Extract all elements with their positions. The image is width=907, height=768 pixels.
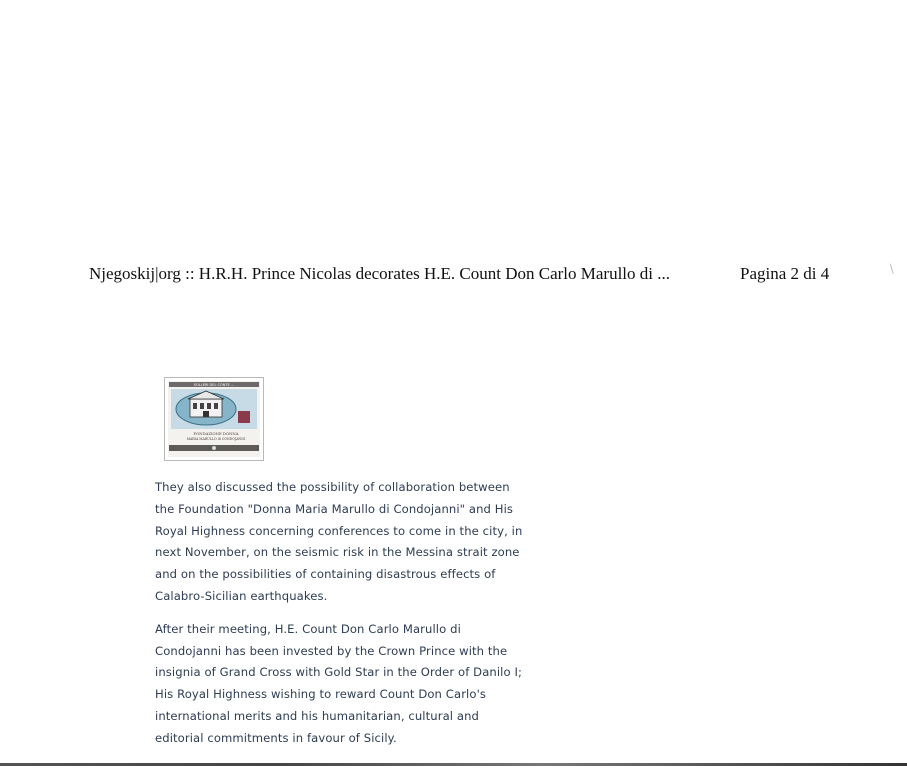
text-line: They also discussed the possibility of collaboration between [155,480,510,494]
stamp-graphic [168,381,260,457]
text-line: next November, on the seismic risk in the Messina strait zone [155,545,520,560]
paragraph-collaboration [155,477,575,608]
scan-bottom-edge [0,763,907,766]
stamp-caption-2: MARIA MARULLO di CONDOJANNI [186,437,246,441]
scan-artifact: ∖ [887,262,895,276]
text-line: editorial commitments in favour of Sicily. [155,730,397,745]
text-line: the Foundation "Donna Maria Marullo di Condojanni" and His [155,501,514,516]
text-line: After their meeting, H.E. Count Don Carlo Marullo di [155,621,461,636]
text-line: Royal Highness concerning conferences to come in the city, in [155,523,523,538]
stamp-caption-1: FONDAZIONE DONNA [193,431,239,436]
text-line: insignia of Grand Cross with Gold Star in the Order of Danilo I; [155,665,522,680]
text-line: Calabro-Sicilian earthquakes. [155,588,328,603]
stamp-top-text: SOLLERI DEL CONTE ... [193,383,235,387]
article-body [155,477,575,761]
text-line: His Royal Highness wishing to reward Count Don Carlo's [155,687,487,702]
text-line: and on the possibilities of containing disastrous effects of [155,567,496,582]
page-number: Pagina 2 di 4 [740,264,830,283]
foundation-stamp-image [164,377,264,461]
paragraph-investiture [155,619,575,750]
page-title: Njegoskij|org :: H.R.H. Prince Nicolas decorates H.E. Count Don Carlo Marullo di ... [89,264,671,283]
text-line: international merits and his humanitarian, cultural and [155,708,480,723]
text-line: Condojanni has been invested by the Crown Prince with the [155,643,508,658]
